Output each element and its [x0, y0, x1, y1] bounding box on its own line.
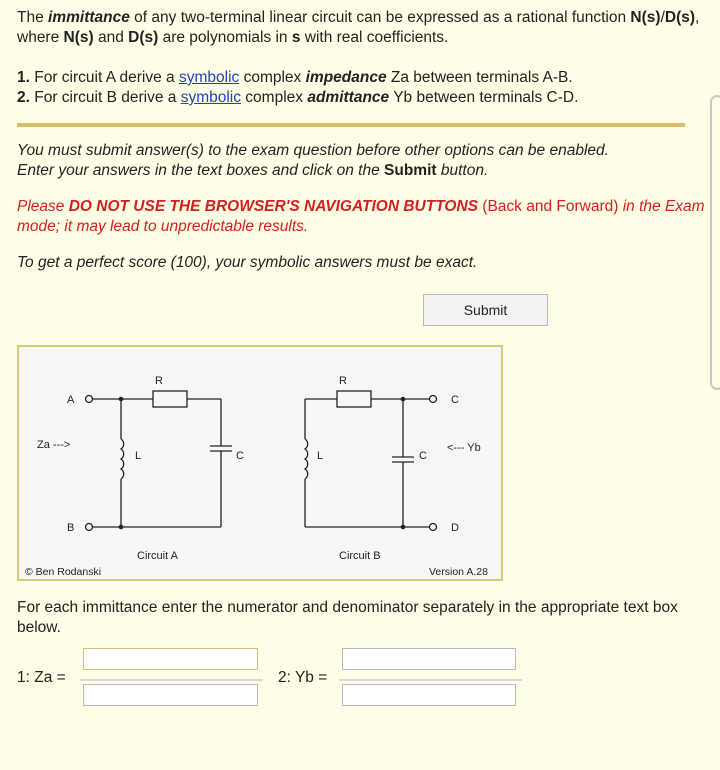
- version-text: Version A.28: [429, 566, 488, 578]
- submit-button[interactable]: Submit: [423, 294, 548, 326]
- label-r-a: R: [155, 375, 163, 387]
- za-fraction-bar: [80, 679, 263, 681]
- terminal-d: [430, 524, 437, 531]
- navigation-warning: Please DO NOT USE THE BROWSER'S NAVIGATION BUTTONS (Back and Forward) in the Exam mode; it may lead to unpredictable results.: [17, 198, 705, 235]
- resistor-a: [153, 391, 187, 407]
- inductor-a: [121, 439, 124, 479]
- symbolic-link-1[interactable]: symbolic: [178, 69, 240, 86]
- yb-label: 2: Yb =: [278, 669, 328, 686]
- label-l-b: L: [317, 450, 324, 462]
- label-terminal-a: A: [67, 394, 75, 406]
- za-numerator-input[interactable]: [83, 648, 258, 670]
- side-panel-edge: [710, 95, 720, 390]
- za-label: 1: Za =: [17, 669, 66, 686]
- yb-numerator-input[interactable]: [342, 648, 516, 670]
- label-c-a: C: [236, 450, 244, 462]
- caption-circuit-b: Circuit B: [339, 550, 381, 562]
- circuit-figure: [17, 345, 503, 581]
- yb-denominator-input[interactable]: [342, 684, 516, 706]
- question-2: 2. For circuit B derive a symbolic complex admittance Yb between terminals C-D.: [17, 89, 579, 106]
- submit-note: You must submit answer(s) to the exam question before other options can be enabled. Enter your answers in the text boxes and click on the Submit button.: [17, 142, 609, 179]
- terminal-b: [86, 524, 93, 531]
- circuit-diagram: [19, 347, 505, 583]
- question-1: 1. For circuit A derive a symbolic complex impedance Za between terminals A-B.: [17, 69, 573, 86]
- circuit-b: [305, 391, 437, 531]
- label-terminal-c: C: [451, 394, 459, 406]
- intro-text: The immittance of any two-terminal linear circuit can be expressed as a rational function N(s)/D(s), where N(s) and D(s) are polynomials in s with real coefficients.: [17, 9, 700, 46]
- perfect-score-note: To get a perfect score (100), your symbolic answers must be exact.: [17, 254, 478, 271]
- caption-circuit-a: Circuit A: [137, 550, 178, 562]
- copyright-text: © Ben Rodanski: [25, 566, 102, 578]
- question-list: [17, 68, 707, 108]
- inductor-b: [305, 439, 308, 479]
- resistor-b: [337, 391, 371, 407]
- terminal-c: [430, 396, 437, 403]
- label-za: Za --->: [37, 439, 71, 451]
- label-c-b: C: [419, 450, 427, 462]
- yb-fraction-bar: [339, 679, 522, 681]
- symbolic-link-2[interactable]: symbolic: [180, 89, 241, 106]
- instructions-text: For each immittance enter the numerator and denominator separately in the appropriate text box below.: [17, 599, 678, 636]
- label-terminal-d: D: [451, 522, 459, 534]
- za-denominator-input[interactable]: [83, 684, 258, 706]
- label-terminal-b: B: [67, 522, 75, 534]
- circuit-a: [86, 391, 233, 531]
- terminal-a: [86, 396, 93, 403]
- label-l-a: L: [135, 450, 142, 462]
- section-divider: [17, 123, 685, 127]
- label-yb: <--- Yb: [447, 442, 481, 454]
- label-r-b: R: [339, 375, 347, 387]
